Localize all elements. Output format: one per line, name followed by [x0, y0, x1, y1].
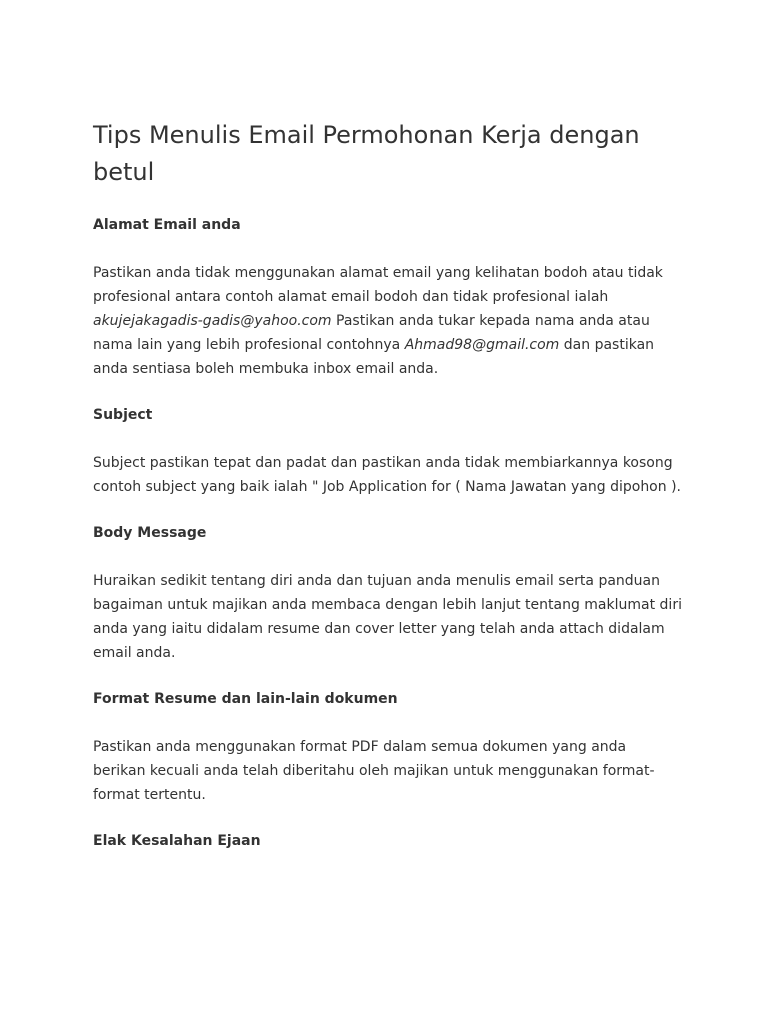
article-title: Tips Menulis Email Permohonan Kerja dengan betul	[93, 121, 640, 186]
section-body-format-resume: Pastikan anda menggunakan format PDF dalam semua dokumen yang anda berikan kecuali anda telah diberitahu oleh majikan untuk menggunakan format-format tertentu.	[93, 739, 655, 803]
section-body-subject: Subject pastikan tepat dan padat dan pastikan anda tidak membiarkannya kosong contoh subject yang baik ialah " Job Application for ( Nama Jawatan yang dipohon ).	[93, 455, 681, 495]
section-body-alamat-email	[93, 261, 683, 381]
section-heading-alamat-email: Alamat Email anda	[93, 217, 241, 233]
section-heading-subject: Subject	[93, 407, 153, 423]
body-text: Pastikan anda tukar kepada nama anda atau nama lain yang lebih profesional contohnya	[93, 313, 650, 353]
section-heading-body-message: Body Message	[93, 525, 207, 541]
example-email-bad: akujejakagadis-gadis@yahoo.com	[93, 313, 332, 329]
section-heading-elak-kesalahan-ejaan: Elak Kesalahan Ejaan	[93, 833, 261, 849]
body-text: Pastikan anda tidak menggunakan alamat email yang kelihatan bodoh atau tidak profesional antara contoh alamat email bodoh dan tidak profesional ialah	[93, 265, 663, 305]
example-email-good: Ahmad98@gmail.com	[404, 337, 560, 353]
section-heading-format-resume: Format Resume dan lain-lain dokumen	[93, 691, 398, 707]
section-body-body-message: Huraikan sedikit tentang diri anda dan tujuan anda menulis email serta panduan bagaiman untuk majikan anda membaca dengan lebih lanjut tentang maklumat diri anda yang iaitu didalam resume dan cover letter yang telah anda attach didalam email anda.	[93, 573, 682, 661]
article	[93, 117, 683, 877]
body-text: dan pastikan anda sentiasa boleh membuka inbox email anda.	[93, 337, 655, 377]
